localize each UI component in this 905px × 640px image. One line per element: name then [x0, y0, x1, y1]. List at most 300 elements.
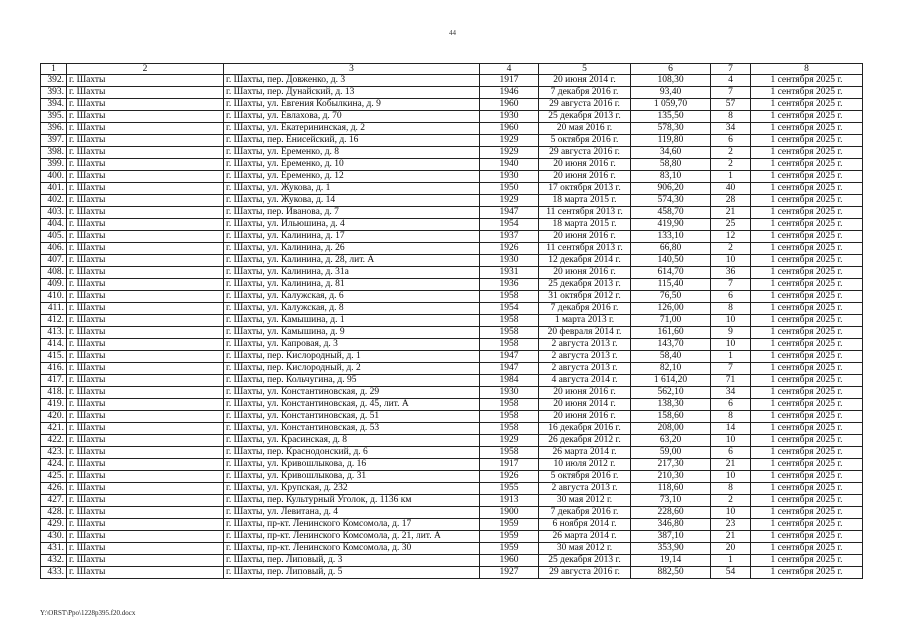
cell-apartments: 20	[711, 543, 751, 555]
cell-row-number: 400.	[41, 171, 67, 183]
cell-apartments: 8	[711, 483, 751, 495]
cell-municipality: г. Шахты	[67, 459, 224, 471]
cell-area: 578,30	[631, 123, 711, 135]
cell-build-year: 1930	[480, 111, 539, 123]
cell-apartments: 10	[711, 315, 751, 327]
cell-municipality: г. Шахты	[67, 183, 224, 195]
cell-municipality: г. Шахты	[67, 507, 224, 519]
cell-build-year: 1930	[480, 171, 539, 183]
cell-area: 614,70	[631, 267, 711, 279]
column-header-8: 8	[751, 64, 863, 75]
column-header-2: 2	[67, 64, 224, 75]
cell-address: г. Шахты, ул. Камышина, д. 1	[224, 315, 480, 327]
cell-municipality: г. Шахты	[67, 435, 224, 447]
cell-municipality: г. Шахты	[67, 387, 224, 399]
cell-survey-date: 12 декабря 2014 г.	[539, 255, 631, 267]
cell-area: 63,20	[631, 435, 711, 447]
cell-area: 71,00	[631, 315, 711, 327]
cell-build-year: 1929	[480, 135, 539, 147]
cell-municipality: г. Шахты	[67, 75, 224, 87]
cell-repair-deadline: 1 сентября 2025 г.	[751, 243, 863, 255]
cell-municipality: г. Шахты	[67, 351, 224, 363]
cell-apartments: 6	[711, 447, 751, 459]
cell-repair-deadline: 1 сентября 2025 г.	[751, 483, 863, 495]
cell-municipality: г. Шахты	[67, 555, 224, 567]
cell-address: г. Шахты, ул. Константиновская, д. 51	[224, 411, 480, 423]
cell-build-year: 1917	[480, 459, 539, 471]
cell-area: 66,80	[631, 243, 711, 255]
cell-row-number: 394.	[41, 99, 67, 111]
cell-area: 387,10	[631, 531, 711, 543]
cell-repair-deadline: 1 сентября 2025 г.	[751, 447, 863, 459]
cell-repair-deadline: 1 сентября 2025 г.	[751, 507, 863, 519]
cell-survey-date: 20 июня 2016 г.	[539, 387, 631, 399]
cell-apartments: 6	[711, 135, 751, 147]
cell-municipality: г. Шахты	[67, 279, 224, 291]
cell-area: 458,70	[631, 207, 711, 219]
cell-row-number: 433.	[41, 567, 67, 579]
cell-apartments: 2	[711, 159, 751, 171]
cell-row-number: 423.	[41, 447, 67, 459]
cell-build-year: 1947	[480, 363, 539, 375]
cell-survey-date: 11 сентября 2013 г.	[539, 207, 631, 219]
cell-repair-deadline: 1 сентября 2025 г.	[751, 531, 863, 543]
cell-apartments: 4	[711, 75, 751, 87]
cell-apartments: 36	[711, 267, 751, 279]
cell-area: 126,00	[631, 303, 711, 315]
cell-area: 138,30	[631, 399, 711, 411]
cell-build-year: 1958	[480, 327, 539, 339]
cell-address: г. Шахты, пер. Кислородный, д. 2	[224, 363, 480, 375]
cell-survey-date: 25 декабря 2013 г.	[539, 111, 631, 123]
cell-municipality: г. Шахты	[67, 243, 224, 255]
cell-survey-date: 20 июня 2016 г.	[539, 267, 631, 279]
table-row	[41, 219, 863, 231]
cell-apartments: 71	[711, 375, 751, 387]
cell-address: г. Шахты, ул. Красинская, д. 8	[224, 435, 480, 447]
cell-build-year: 1954	[480, 219, 539, 231]
cell-survey-date: 5 октября 2016 г.	[539, 135, 631, 147]
cell-apartments: 21	[711, 207, 751, 219]
cell-apartments: 1	[711, 555, 751, 567]
cell-survey-date: 20 июня 2014 г.	[539, 75, 631, 87]
cell-survey-date: 26 марта 2014 г.	[539, 531, 631, 543]
cell-address: г. Шахты, пр-кт. Ленинского Комсомола, д. 17	[224, 519, 480, 531]
cell-apartments: 12	[711, 231, 751, 243]
cell-apartments: 2	[711, 243, 751, 255]
cell-address: г. Шахты, пер. Кольчугина, д. 95	[224, 375, 480, 387]
cell-municipality: г. Шахты	[67, 375, 224, 387]
cell-apartments: 57	[711, 99, 751, 111]
table-row	[41, 327, 863, 339]
cell-repair-deadline: 1 сентября 2025 г.	[751, 327, 863, 339]
cell-area: 135,50	[631, 111, 711, 123]
cell-row-number: 408.	[41, 267, 67, 279]
cell-build-year: 1926	[480, 471, 539, 483]
cell-address: г. Шахты, пер. Кислородный, д. 1	[224, 351, 480, 363]
cell-row-number: 399.	[41, 159, 67, 171]
cell-repair-deadline: 1 сентября 2025 г.	[751, 147, 863, 159]
cell-apartments: 6	[711, 291, 751, 303]
cell-build-year: 1913	[480, 495, 539, 507]
cell-address: г. Шахты, ул. Жукова, д. 1	[224, 183, 480, 195]
cell-survey-date: 6 ноября 2014 г.	[539, 519, 631, 531]
cell-build-year: 1936	[480, 279, 539, 291]
table-row	[41, 303, 863, 315]
cell-build-year: 1929	[480, 435, 539, 447]
cell-row-number: 396.	[41, 123, 67, 135]
cell-municipality: г. Шахты	[67, 171, 224, 183]
cell-apartments: 21	[711, 531, 751, 543]
cell-address: г. Шахты, пр-кт. Ленинского Комсомола, д. 30	[224, 543, 480, 555]
table-row	[41, 99, 863, 111]
table-row	[41, 183, 863, 195]
cell-address: г. Шахты, ул. Левитана, д. 4	[224, 507, 480, 519]
cell-area: 19,14	[631, 555, 711, 567]
cell-row-number: 398.	[41, 147, 67, 159]
cell-municipality: г. Шахты	[67, 231, 224, 243]
cell-survey-date: 20 июня 2016 г.	[539, 411, 631, 423]
cell-area: 59,00	[631, 447, 711, 459]
cell-build-year: 1984	[480, 375, 539, 387]
cell-address: г. Шахты, пер. Енисейский, д. 16	[224, 135, 480, 147]
cell-build-year: 1946	[480, 87, 539, 99]
cell-build-year: 1930	[480, 387, 539, 399]
cell-build-year: 1900	[480, 507, 539, 519]
cell-area: 1 614,20	[631, 375, 711, 387]
table-row	[41, 387, 863, 399]
cell-address: г. Шахты, ул. Еременко, д. 12	[224, 171, 480, 183]
table-row	[41, 423, 863, 435]
cell-area: 119,80	[631, 135, 711, 147]
cell-survey-date: 31 октября 2012 г.	[539, 291, 631, 303]
table-row	[41, 207, 863, 219]
cell-build-year: 1958	[480, 411, 539, 423]
table-row	[41, 555, 863, 567]
cell-survey-date: 29 августа 2016 г.	[539, 147, 631, 159]
cell-build-year: 1960	[480, 555, 539, 567]
table-row	[41, 111, 863, 123]
table-row	[41, 315, 863, 327]
cell-municipality: г. Шахты	[67, 195, 224, 207]
cell-survey-date: 26 декабря 2012 г.	[539, 435, 631, 447]
cell-apartments: 54	[711, 567, 751, 579]
cell-address: г. Шахты, ул. Калужская, д. 6	[224, 291, 480, 303]
cell-municipality: г. Шахты	[67, 519, 224, 531]
table-row	[41, 75, 863, 87]
cell-repair-deadline: 1 сентября 2025 г.	[751, 423, 863, 435]
table-row	[41, 519, 863, 531]
cell-build-year: 1958	[480, 447, 539, 459]
cell-repair-deadline: 1 сентября 2025 г.	[751, 339, 863, 351]
cell-address: г. Шахты, ул. Кривошлыкова, д. 31	[224, 471, 480, 483]
cell-build-year: 1955	[480, 483, 539, 495]
cell-area: 217,30	[631, 459, 711, 471]
cell-repair-deadline: 1 сентября 2025 г.	[751, 135, 863, 147]
cell-build-year: 1930	[480, 255, 539, 267]
cell-row-number: 402.	[41, 195, 67, 207]
cell-address: г. Шахты, пер. Иванова, д. 7	[224, 207, 480, 219]
cell-area: 346,80	[631, 519, 711, 531]
cell-apartments: 1	[711, 351, 751, 363]
cell-area: 158,60	[631, 411, 711, 423]
cell-area: 108,30	[631, 75, 711, 87]
cell-apartments: 10	[711, 507, 751, 519]
cell-survey-date: 2 августа 2013 г.	[539, 351, 631, 363]
cell-repair-deadline: 1 сентября 2025 г.	[751, 363, 863, 375]
cell-row-number: 415.	[41, 351, 67, 363]
cell-row-number: 393.	[41, 87, 67, 99]
table-row	[41, 291, 863, 303]
cell-apartments: 14	[711, 423, 751, 435]
cell-survey-date: 20 мая 2016 г.	[539, 123, 631, 135]
cell-row-number: 416.	[41, 363, 67, 375]
cell-address: г. Шахты, ул. Жукова, д. 14	[224, 195, 480, 207]
cell-area: 419,90	[631, 219, 711, 231]
cell-survey-date: 20 февраля 2014 г.	[539, 327, 631, 339]
cell-municipality: г. Шахты	[67, 423, 224, 435]
column-header-3: 3	[224, 64, 480, 75]
cell-build-year: 1959	[480, 519, 539, 531]
cell-address: г. Шахты, ул. Константиновская, д. 45, лит. А	[224, 399, 480, 411]
table-row	[41, 447, 863, 459]
cell-municipality: г. Шахты	[67, 147, 224, 159]
cell-address: г. Шахты, пер. Липовый, д. 5	[224, 567, 480, 579]
table-row	[41, 231, 863, 243]
cell-apartments: 6	[711, 399, 751, 411]
cell-repair-deadline: 1 сентября 2025 г.	[751, 411, 863, 423]
cell-row-number: 422.	[41, 435, 67, 447]
cell-build-year: 1958	[480, 291, 539, 303]
cell-address: г. Шахты, пр-кт. Ленинского Комсомола, д. 21, лит. А	[224, 531, 480, 543]
table-row	[41, 255, 863, 267]
cell-apartments: 10	[711, 339, 751, 351]
cell-build-year: 1960	[480, 123, 539, 135]
table-row	[41, 471, 863, 483]
cell-address: г. Шахты, ул. Константиновская, д. 29	[224, 387, 480, 399]
cell-municipality: г. Шахты	[67, 327, 224, 339]
cell-row-number: 411.	[41, 303, 67, 315]
cell-repair-deadline: 1 сентября 2025 г.	[751, 291, 863, 303]
cell-municipality: г. Шахты	[67, 411, 224, 423]
cell-survey-date: 5 октября 2016 г.	[539, 471, 631, 483]
table-row	[41, 495, 863, 507]
cell-row-number: 417.	[41, 375, 67, 387]
cell-row-number: 430.	[41, 531, 67, 543]
table-row	[41, 87, 863, 99]
cell-repair-deadline: 1 сентября 2025 г.	[751, 279, 863, 291]
cell-apartments: 9	[711, 327, 751, 339]
cell-row-number: 421.	[41, 423, 67, 435]
cell-row-number: 418.	[41, 387, 67, 399]
cell-repair-deadline: 1 сентября 2025 г.	[751, 159, 863, 171]
cell-repair-deadline: 1 сентября 2025 г.	[751, 543, 863, 555]
cell-repair-deadline: 1 сентября 2025 г.	[751, 387, 863, 399]
cell-survey-date: 7 декабря 2016 г.	[539, 507, 631, 519]
cell-repair-deadline: 1 сентября 2025 г.	[751, 171, 863, 183]
cell-survey-date: 30 мая 2012 г.	[539, 495, 631, 507]
cell-repair-deadline: 1 сентября 2025 г.	[751, 99, 863, 111]
cell-repair-deadline: 1 сентября 2025 г.	[751, 459, 863, 471]
cell-municipality: г. Шахты	[67, 159, 224, 171]
cell-row-number: 404.	[41, 219, 67, 231]
table-row	[41, 159, 863, 171]
cell-survey-date: 25 декабря 2013 г.	[539, 279, 631, 291]
cell-apartments: 23	[711, 519, 751, 531]
cell-row-number: 401.	[41, 183, 67, 195]
table-row	[41, 339, 863, 351]
cell-survey-date: 11 сентября 2013 г.	[539, 243, 631, 255]
cell-survey-date: 20 июня 2016 г.	[539, 159, 631, 171]
cell-municipality: г. Шахты	[67, 87, 224, 99]
cell-row-number: 413.	[41, 327, 67, 339]
cell-build-year: 1927	[480, 567, 539, 579]
cell-row-number: 427.	[41, 495, 67, 507]
table-header-row	[41, 64, 863, 75]
column-header-1: 1	[41, 64, 67, 75]
cell-apartments: 34	[711, 123, 751, 135]
cell-municipality: г. Шахты	[67, 567, 224, 579]
cell-municipality: г. Шахты	[67, 111, 224, 123]
cell-survey-date: 2 августа 2013 г.	[539, 363, 631, 375]
cell-row-number: 431.	[41, 543, 67, 555]
cell-municipality: г. Шахты	[67, 399, 224, 411]
cell-build-year: 1960	[480, 99, 539, 111]
table-row	[41, 123, 863, 135]
cell-row-number: 407.	[41, 255, 67, 267]
cell-row-number: 403.	[41, 207, 67, 219]
cell-address: г. Шахты, пер. Липовый, д. 3	[224, 555, 480, 567]
cell-row-number: 409.	[41, 279, 67, 291]
cell-address: г. Шахты, пер. Краснодонский, д. 6	[224, 447, 480, 459]
table-row	[41, 195, 863, 207]
cell-survey-date: 1 марта 2013 г.	[539, 315, 631, 327]
cell-build-year: 1937	[480, 231, 539, 243]
cell-repair-deadline: 1 сентября 2025 г.	[751, 207, 863, 219]
cell-apartments: 10	[711, 255, 751, 267]
column-header-5: 5	[539, 64, 631, 75]
table-row	[41, 243, 863, 255]
cell-survey-date: 20 июня 2016 г.	[539, 171, 631, 183]
cell-area: 58,40	[631, 351, 711, 363]
cell-row-number: 420.	[41, 411, 67, 423]
cell-address: г. Шахты, ул. Калинина, д. 26	[224, 243, 480, 255]
table-row	[41, 147, 863, 159]
cell-address: г. Шахты, ул. Еременко, д. 8	[224, 147, 480, 159]
cell-repair-deadline: 1 сентября 2025 г.	[751, 87, 863, 99]
cell-apartments: 7	[711, 279, 751, 291]
cell-municipality: г. Шахты	[67, 339, 224, 351]
cell-apartments: 25	[711, 219, 751, 231]
column-header-6: 6	[631, 64, 711, 75]
cell-municipality: г. Шахты	[67, 447, 224, 459]
cell-municipality: г. Шахты	[67, 267, 224, 279]
cell-repair-deadline: 1 сентября 2025 г.	[751, 123, 863, 135]
cell-survey-date: 30 мая 2012 г.	[539, 543, 631, 555]
cell-repair-deadline: 1 сентября 2025 г.	[751, 111, 863, 123]
table-row	[41, 171, 863, 183]
table-row	[41, 483, 863, 495]
cell-row-number: 406.	[41, 243, 67, 255]
cell-municipality: г. Шахты	[67, 315, 224, 327]
cell-apartments: 21	[711, 459, 751, 471]
cell-repair-deadline: 1 сентября 2025 г.	[751, 315, 863, 327]
cell-area: 93,40	[631, 87, 711, 99]
page-number: 44	[449, 29, 456, 37]
cell-area: 83,10	[631, 171, 711, 183]
table-row	[41, 507, 863, 519]
cell-build-year: 1931	[480, 267, 539, 279]
cell-row-number: 432.	[41, 555, 67, 567]
cell-area: 118,60	[631, 483, 711, 495]
cell-build-year: 1947	[480, 207, 539, 219]
cell-apartments: 8	[711, 411, 751, 423]
cell-repair-deadline: 1 сентября 2025 г.	[751, 75, 863, 87]
cell-area: 140,50	[631, 255, 711, 267]
cell-row-number: 414.	[41, 339, 67, 351]
cell-survey-date: 20 июня 2016 г.	[539, 231, 631, 243]
cell-area: 228,60	[631, 507, 711, 519]
cell-row-number: 392.	[41, 75, 67, 87]
table-row	[41, 279, 863, 291]
cell-repair-deadline: 1 сентября 2025 г.	[751, 519, 863, 531]
cell-apartments: 10	[711, 435, 751, 447]
cell-apartments: 7	[711, 87, 751, 99]
cell-repair-deadline: 1 сентября 2025 г.	[751, 555, 863, 567]
cell-address: г. Шахты, пер. Дунайский, д. 13	[224, 87, 480, 99]
cell-municipality: г. Шахты	[67, 531, 224, 543]
cell-apartments: 10	[711, 471, 751, 483]
cell-row-number: 412.	[41, 315, 67, 327]
cell-repair-deadline: 1 сентября 2025 г.	[751, 219, 863, 231]
cell-survey-date: 29 августа 2016 г.	[539, 567, 631, 579]
cell-address: г. Шахты, ул. Калинина, д. 81	[224, 279, 480, 291]
cell-area: 76,50	[631, 291, 711, 303]
cell-apartments: 40	[711, 183, 751, 195]
cell-build-year: 1947	[480, 351, 539, 363]
cell-municipality: г. Шахты	[67, 255, 224, 267]
cell-area: 82,10	[631, 363, 711, 375]
cell-row-number: 419.	[41, 399, 67, 411]
cell-area: 208,00	[631, 423, 711, 435]
cell-address: г. Шахты, ул. Капровая, д. 3	[224, 339, 480, 351]
table-row	[41, 531, 863, 543]
cell-build-year: 1959	[480, 543, 539, 555]
cell-repair-deadline: 1 сентября 2025 г.	[751, 255, 863, 267]
cell-area: 882,50	[631, 567, 711, 579]
cell-repair-deadline: 1 сентября 2025 г.	[751, 351, 863, 363]
cell-row-number: 426.	[41, 483, 67, 495]
cell-repair-deadline: 1 сентября 2025 г.	[751, 195, 863, 207]
cell-area: 562,10	[631, 387, 711, 399]
cell-municipality: г. Шахты	[67, 495, 224, 507]
cell-survey-date: 16 декабря 2016 г.	[539, 423, 631, 435]
cell-municipality: г. Шахты	[67, 471, 224, 483]
cell-survey-date: 26 марта 2014 г.	[539, 447, 631, 459]
cell-build-year: 1940	[480, 159, 539, 171]
cell-area: 115,40	[631, 279, 711, 291]
cell-address: г. Шахты, ул. Калинина, д. 28, лит. А	[224, 255, 480, 267]
cell-row-number: 428.	[41, 507, 67, 519]
cell-row-number: 424.	[41, 459, 67, 471]
column-header-7: 7	[711, 64, 751, 75]
cell-area: 73,10	[631, 495, 711, 507]
cell-address: г. Шахты, пер. Довженко, д. 3	[224, 75, 480, 87]
cell-area: 34,60	[631, 147, 711, 159]
cell-build-year: 1950	[480, 183, 539, 195]
table-row	[41, 459, 863, 471]
table-row	[41, 399, 863, 411]
